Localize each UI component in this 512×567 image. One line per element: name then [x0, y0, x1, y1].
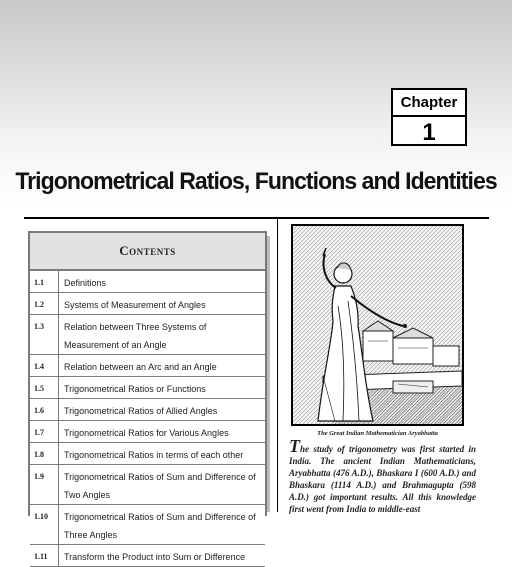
contents-number: 1.11 — [30, 545, 59, 566]
contents-number: 1.3 — [30, 315, 59, 354]
aryabhatta-illustration — [291, 224, 464, 426]
aryabhatta-drawing — [293, 226, 462, 424]
chapter-title: Trigonometrical Ratios, Functions and Identities — [15, 168, 497, 195]
horizontal-divider — [24, 217, 489, 219]
chapter-label: Chapter — [393, 90, 465, 117]
contents-list — [30, 271, 265, 567]
contents-row — [30, 355, 265, 377]
contents-row — [30, 271, 265, 293]
intro-paragraph — [289, 436, 476, 515]
contents-row — [30, 421, 265, 443]
contents-title: Trigonometrical Ratios of Sum and Difference of Three Angles — [64, 512, 256, 540]
contents-title: Relation between an Arc and an Angle — [64, 362, 217, 372]
contents-title: Trigonometrical Ratios of Allied Angles — [64, 406, 218, 416]
contents-row — [30, 545, 265, 567]
contents-title: Relation between Three Systems of Measurement of an Angle — [64, 322, 207, 350]
chapter-number: 1 — [422, 119, 436, 146]
contents-number: 1.10 — [30, 505, 59, 544]
intro-text: he study of trigonometry was first started in India. The ancient Indian Mathematicians, Aryabhatta (476 A.D.), Bhaskara I (600 A.D.) and Bhaskara (1114 A.D.) and Brahmagupta (598 A.D.) got important results. All this knowledge first went from India to middle-east — [289, 444, 476, 514]
contents-title: Definitions — [64, 278, 107, 288]
contents-box — [28, 231, 267, 562]
contents-number: 1.6 — [30, 399, 59, 420]
contents-number: 1.7 — [30, 421, 59, 442]
column-divider — [277, 218, 278, 512]
contents-title: Trigonometrical Ratios for Various Angles — [64, 428, 229, 438]
contents-row — [30, 443, 265, 465]
contents-number: 1.9 — [30, 465, 59, 504]
contents-number: 1.4 — [30, 355, 59, 376]
contents-title: Systems of Measurement of Angles — [64, 300, 206, 310]
contents-number: 1.5 — [30, 377, 59, 398]
contents-title: Trigonometrical Ratios or Functions — [64, 384, 206, 394]
contents-heading: Contents — [30, 233, 265, 271]
contents-row — [30, 377, 265, 399]
contents-title: Trigonometrical Ratios in terms of each other — [64, 450, 244, 460]
contents-row — [30, 505, 265, 545]
contents-row — [30, 399, 265, 421]
chapter-box — [391, 88, 467, 146]
contents-row — [30, 315, 265, 355]
contents-number: 1.1 — [30, 271, 59, 292]
contents-number: 1.8 — [30, 443, 59, 464]
contents-title: Transform the Product into Sum or Difference — [64, 552, 246, 562]
contents-title: Trigonometrical Ratios of Sum and Difference of Two Angles — [64, 472, 256, 500]
figure-caption: The Great Indian Mathematician Aryabhatta — [317, 430, 438, 437]
contents-row — [30, 293, 265, 315]
contents-row — [30, 465, 265, 505]
contents-number: 1.2 — [30, 293, 59, 314]
intro-dropcap: T — [289, 436, 300, 456]
